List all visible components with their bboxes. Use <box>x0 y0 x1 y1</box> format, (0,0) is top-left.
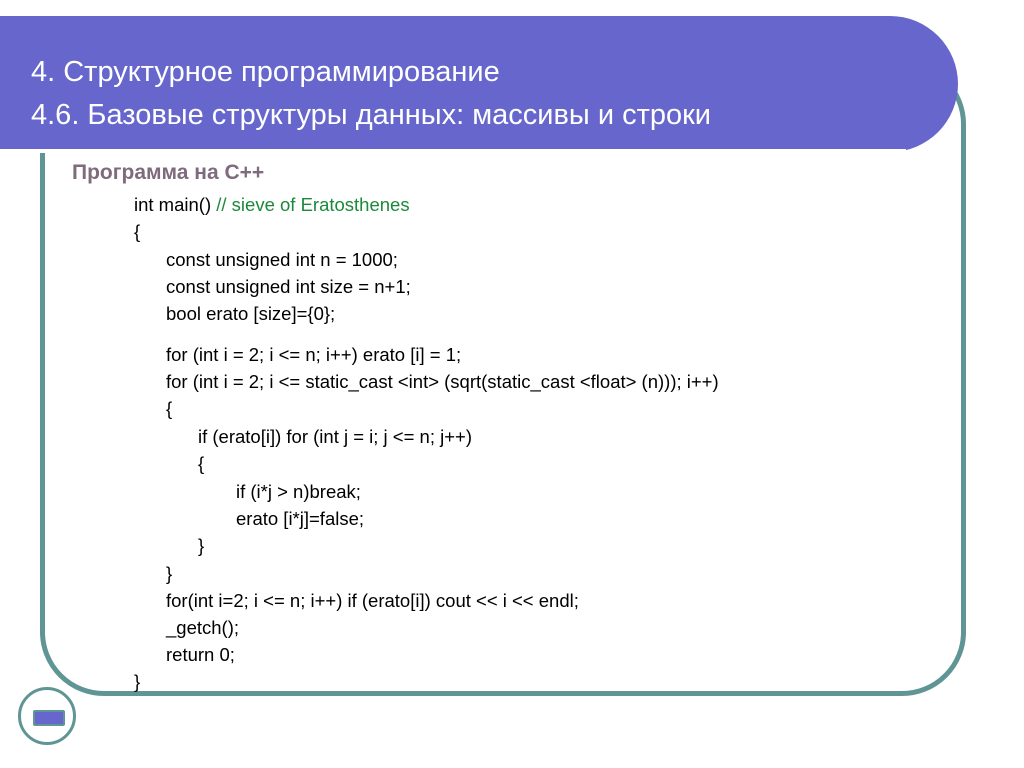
code-line: const unsigned int n = 1000; <box>166 249 398 270</box>
code-line: for (int i = 2; i <= static_cast <int> (sqrt(static_cast <float> (n))); i++) <box>166 371 719 392</box>
code-line: erato [i*j]=false; <box>236 508 365 529</box>
title-divider <box>0 149 906 153</box>
slide-title: 4. Структурное программирование <box>31 56 500 88</box>
code-line: for(int i=2; i <= n; i++) if (erato[i]) cout << i << endl; <box>166 590 579 611</box>
code-line: const unsigned int size = n+1; <box>166 276 411 297</box>
code-line: } <box>198 535 205 556</box>
slide-nav-icon <box>33 710 65 726</box>
title-bar <box>0 16 958 152</box>
code-line: } <box>166 563 173 584</box>
code-text: int main() <box>134 194 217 215</box>
section-heading: Программа на С++ <box>72 161 265 184</box>
code-line: } <box>134 671 141 692</box>
slide-subtitle: 4.6. Базовые структуры данных: массивы и строки <box>31 99 711 131</box>
code-line: { <box>198 453 205 474</box>
code-line: _getch(); <box>166 617 240 638</box>
code-line: return 0; <box>166 644 235 665</box>
code-line: if (i*j > n)break; <box>236 481 361 502</box>
code-line: for (int i = 2; i <= n; i++) erato [i] = 1; <box>166 344 462 365</box>
slide-nav-button[interactable] <box>18 687 76 745</box>
code-line: bool erato [size]={0}; <box>166 303 336 324</box>
code-line <box>134 193 410 217</box>
code-line: { <box>134 221 141 242</box>
code-line: { <box>166 398 173 419</box>
code-line: if (erato[i]) for (int j = i; j <= n; j++) <box>198 426 473 447</box>
code-comment: // sieve of Eratosthenes <box>216 194 410 215</box>
